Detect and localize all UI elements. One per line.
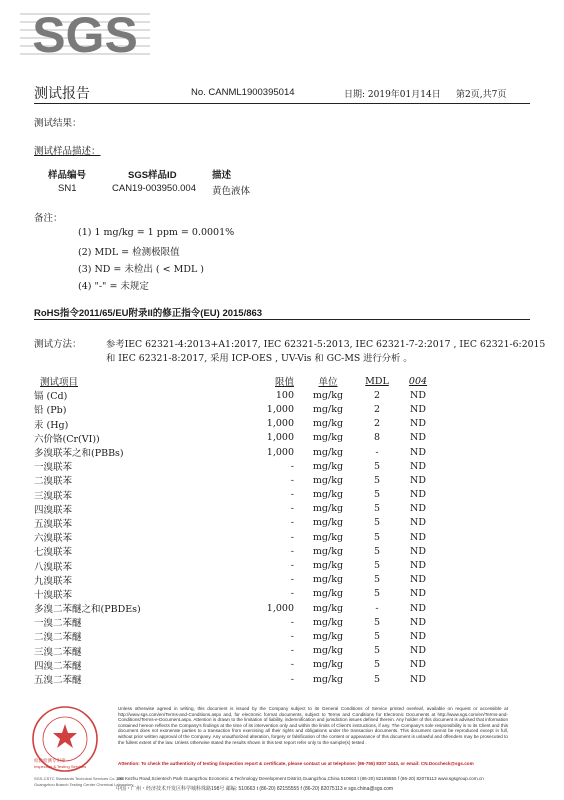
cell-unit: mg/kg bbox=[312, 489, 344, 501]
cell-result: ND bbox=[410, 517, 426, 529]
table-row bbox=[34, 488, 438, 502]
method-label: 测试方法： bbox=[34, 339, 82, 350]
cell-unit: mg/kg bbox=[312, 630, 344, 642]
cell-unit: mg/kg bbox=[312, 503, 344, 515]
cell-result: ND bbox=[410, 446, 426, 458]
cell-result: ND bbox=[410, 432, 426, 444]
cell-unit: mg/kg bbox=[312, 531, 344, 543]
cell-limit: 1,000 bbox=[266, 432, 294, 444]
cell-limit: - bbox=[290, 645, 294, 657]
cell-limit: - bbox=[290, 673, 294, 685]
cell-test-item: 汞 (Hg) bbox=[34, 419, 69, 431]
remark-item: (1) 1 mg/kg = 1 ppm = 0.0001% bbox=[78, 227, 235, 238]
cell-limit: - bbox=[290, 560, 294, 572]
remark-item: (4) "-" = 未规定 bbox=[78, 281, 149, 292]
sample-header-no: 样品编号 bbox=[48, 170, 87, 181]
cell-test-item: 四溴联苯 bbox=[34, 504, 73, 516]
remark-item: (3) ND = 未检出 ( < MDL ) bbox=[78, 264, 205, 275]
table-row bbox=[34, 417, 438, 431]
cell-mdl: 5 bbox=[373, 531, 381, 543]
cell-limit: 100 bbox=[275, 389, 294, 401]
cell-unit: mg/kg bbox=[312, 588, 344, 600]
address-en: 198 Kezhu Road,Scientech Park Guangzhou Economic & Technology Development District,Guangzhou,China 510663 t (86-20) 82155555 f (86-20) 82075113 www.sgsgroup.com.cn bbox=[116, 776, 484, 781]
table-row bbox=[34, 502, 438, 516]
cell-unit: mg/kg bbox=[312, 446, 344, 458]
cell-limit: - bbox=[290, 659, 294, 671]
cell-test-item: 一溴二苯醚 bbox=[34, 618, 82, 630]
table-row bbox=[34, 402, 438, 416]
cell-mdl: 5 bbox=[373, 574, 381, 586]
cell-mdl: 5 bbox=[373, 517, 381, 529]
cell-unit: mg/kg bbox=[312, 545, 344, 557]
cell-unit: mg/kg bbox=[312, 560, 344, 572]
table-row bbox=[34, 459, 438, 473]
cell-mdl: 5 bbox=[373, 616, 381, 628]
col-header-item: 测试项目 bbox=[40, 377, 79, 389]
cell-result: ND bbox=[410, 588, 426, 600]
cell-mdl: 5 bbox=[373, 503, 381, 515]
cell-unit: mg/kg bbox=[312, 673, 344, 685]
cell-result: ND bbox=[410, 630, 426, 642]
table-row bbox=[34, 516, 438, 530]
cell-result: ND bbox=[410, 531, 426, 543]
cell-limit: 1,000 bbox=[266, 418, 294, 430]
cell-limit: - bbox=[290, 460, 294, 472]
cell-test-item: 多溴二苯醚之和(PBDEs) bbox=[34, 604, 141, 616]
cell-limit: 1,000 bbox=[266, 602, 294, 614]
cell-test-item: 五溴联苯 bbox=[34, 518, 73, 530]
address-cn: 中国・广州・经济技术开发区科学城科珠路198号 邮编: 510663 t (86-20) 82155555 f (86-20) 82075113 e sgs.china@sgs.com bbox=[116, 786, 394, 792]
cell-test-item: 六溴联苯 bbox=[34, 533, 73, 545]
table-row bbox=[34, 629, 438, 643]
cell-test-item: 八溴联苯 bbox=[34, 561, 73, 573]
cell-limit: - bbox=[290, 616, 294, 628]
remark-item: (2) MDL = 检测极限值 bbox=[78, 247, 180, 258]
results-table bbox=[34, 374, 438, 686]
attention-text bbox=[118, 761, 508, 766]
report-date: 日期: 2019年01月14日 bbox=[344, 90, 441, 100]
sgs-logo bbox=[20, 6, 150, 60]
cell-mdl: 5 bbox=[373, 560, 381, 572]
table-row bbox=[34, 587, 438, 601]
cell-result: ND bbox=[410, 489, 426, 501]
table-row bbox=[34, 473, 438, 487]
cell-test-item: 三溴二苯醚 bbox=[34, 646, 82, 658]
cell-result: ND bbox=[410, 574, 426, 586]
cell-limit: - bbox=[290, 503, 294, 515]
cell-test-item: 九溴联苯 bbox=[34, 575, 73, 587]
cell-limit: - bbox=[290, 531, 294, 543]
cell-test-item: 二溴二苯醚 bbox=[34, 632, 82, 644]
table-row bbox=[34, 558, 438, 572]
cell-test-item: 铅 (Pb) bbox=[34, 405, 67, 417]
section-divider bbox=[34, 319, 530, 320]
cell-unit: mg/kg bbox=[312, 574, 344, 586]
sample-description-label: 测试样品描述： bbox=[34, 146, 101, 157]
cell-mdl: 5 bbox=[373, 489, 381, 501]
cell-unit: mg/kg bbox=[312, 418, 344, 430]
cell-unit: mg/kg bbox=[312, 432, 344, 444]
cell-unit: mg/kg bbox=[312, 645, 344, 657]
cell-test-item: 七溴联苯 bbox=[34, 547, 73, 559]
cell-mdl: 5 bbox=[373, 645, 381, 657]
cell-test-item: 三溴联苯 bbox=[34, 490, 73, 502]
col-header-limit: 限值 bbox=[274, 377, 294, 389]
section-title: RoHS指令2011/65/EU附录II的修正指令(EU) 2015/863 bbox=[34, 308, 263, 319]
col-header-sample: 004 bbox=[408, 375, 428, 387]
sample-no: SN1 bbox=[58, 183, 77, 194]
cell-result: ND bbox=[410, 403, 426, 415]
cell-result: ND bbox=[410, 474, 426, 486]
method-line-2: 和 IEC 62321-8:2017, 采用 ICP-OES , UV-Vis 和 GC-MS 进行分析 。 bbox=[106, 353, 413, 364]
cell-result: ND bbox=[410, 418, 426, 430]
cell-unit: mg/kg bbox=[312, 616, 344, 628]
cell-mdl: 5 bbox=[373, 673, 381, 685]
table-row bbox=[34, 388, 438, 402]
table-row bbox=[34, 658, 438, 672]
sample-desc: 黄色液体 bbox=[212, 186, 251, 197]
cell-test-item: 镉 (Cd) bbox=[34, 391, 68, 403]
stamp-text-2: Inspection & Testing Services bbox=[34, 764, 87, 769]
cell-test-item: 十溴联苯 bbox=[34, 589, 73, 601]
cell-test-item: 二溴联苯 bbox=[34, 476, 73, 488]
method-line-1: 参考IEC 62321-4:2013+A1:2017, IEC 62321-5:2013, IEC 62321-7-2:2017 , IEC 62321-6:2015 bbox=[106, 339, 546, 350]
attention-line: Attention: To check the authenticity of testing /inspection report & certificate, please contact us at telephone: (86-755) 8307 1443, or email: CN.Doccheck@sgs.com bbox=[118, 761, 474, 766]
cell-result: ND bbox=[410, 503, 426, 515]
cell-test-item: 多溴联苯之和(PBBs) bbox=[34, 448, 124, 460]
table-row bbox=[34, 615, 438, 629]
sample-header-desc: 描述 bbox=[212, 170, 232, 181]
cell-mdl: 5 bbox=[373, 630, 381, 642]
cell-unit: mg/kg bbox=[312, 474, 344, 486]
cell-result: ND bbox=[410, 389, 426, 401]
results-label: 测试结果： bbox=[34, 118, 82, 129]
cell-result: ND bbox=[410, 616, 426, 628]
cell-mdl: 5 bbox=[373, 474, 381, 486]
cell-mdl: 2 bbox=[373, 403, 381, 415]
cell-limit: 1,000 bbox=[266, 403, 294, 415]
cell-unit: mg/kg bbox=[312, 460, 344, 472]
stamp-text-1: 检验检测专用章 bbox=[34, 758, 66, 763]
cell-limit: - bbox=[290, 489, 294, 501]
table-row bbox=[34, 573, 438, 587]
cell-test-item: 一溴联苯 bbox=[34, 462, 73, 474]
lab-name-en: Guangzhou Branch Testing Center Chemical Laboratory bbox=[34, 782, 134, 787]
cell-mdl: 8 bbox=[373, 432, 381, 444]
cell-test-item: 五溴二苯醚 bbox=[34, 675, 82, 687]
header-divider bbox=[34, 103, 530, 104]
cell-unit: mg/kg bbox=[312, 517, 344, 529]
cell-test-item: 四溴二苯醚 bbox=[34, 660, 82, 672]
cell-mdl: - bbox=[375, 446, 379, 458]
sample-header-id: SGS样品ID bbox=[128, 170, 177, 181]
cell-limit: - bbox=[290, 474, 294, 486]
col-header-unit: 单位 bbox=[318, 377, 338, 389]
table-row bbox=[34, 530, 438, 544]
table-row bbox=[34, 644, 438, 658]
results-header-row bbox=[34, 374, 438, 388]
cell-limit: - bbox=[290, 630, 294, 642]
page-title: 测试报告 bbox=[34, 86, 90, 102]
cell-result: ND bbox=[410, 460, 426, 472]
cell-mdl: 5 bbox=[373, 460, 381, 472]
cell-limit: - bbox=[290, 574, 294, 586]
table-row bbox=[34, 601, 438, 615]
cell-mdl: 5 bbox=[373, 588, 381, 600]
disclaimer-text: Unless otherwise agreed in writing, this document is issued by the Company subject to its General Conditions of Service printed overleaf, available on request or accessible at http://www.sgs.com/en/Terms-and-Conditions.aspx and, for electronic format documents, subject to Terms and Conditions for Electronic Documents at http://www.sgs.com/en/Terms-and-Conditions/Terms-e-Document.aspx. Attention is drawn to the limitation of liability, indemnification and jurisdiction issues defined therein. Any holder of this document is advised that information contained hereon reflects the Company's findings at the time of its intervention only and within the limits of Client's instructions, if any. The Company's sole responsibility is to its Client and this document does not exonerate parties to a transaction from exercising all their rights and obligations under the transaction documents. This document cannot be reproduced except in full, without prior written approval of the Company. Any unauthorized alteration, forgery or falsification of the content or appearance of this document is unlawful and offenders may be prosecuted to the fullest extent of the law. Unless otherwise stated the results shown in this test report refer only to the sample(s) tested . bbox=[118, 706, 508, 745]
cell-mdl: 5 bbox=[373, 545, 381, 557]
table-row bbox=[34, 544, 438, 558]
cell-limit: - bbox=[290, 588, 294, 600]
logo-text: SGS bbox=[32, 7, 138, 60]
remarks-label: 备注： bbox=[34, 213, 63, 224]
sample-id: CAN19-003950.004 bbox=[112, 183, 196, 194]
table-row bbox=[34, 672, 438, 686]
page-number: 第2页,共7页 bbox=[456, 90, 507, 100]
cell-mdl: 2 bbox=[373, 389, 381, 401]
report-number: No. CANML1900395014 bbox=[191, 87, 295, 98]
cell-result: ND bbox=[410, 645, 426, 657]
cell-test-item: 六价铬(Cr(VI)) bbox=[34, 433, 100, 445]
cell-result: ND bbox=[410, 560, 426, 572]
cell-result: ND bbox=[410, 659, 426, 671]
cell-result: ND bbox=[410, 545, 426, 557]
cell-limit: - bbox=[290, 545, 294, 557]
cell-limit: - bbox=[290, 517, 294, 529]
table-row bbox=[34, 431, 438, 445]
cell-unit: mg/kg bbox=[312, 403, 344, 415]
cell-mdl: - bbox=[375, 602, 379, 614]
table-row bbox=[34, 445, 438, 459]
company-name-en: SGS-CSTC Standards Technical Services Co., Ltd. bbox=[34, 776, 125, 781]
cell-result: ND bbox=[410, 602, 426, 614]
cell-unit: mg/kg bbox=[312, 659, 344, 671]
cell-result: ND bbox=[410, 673, 426, 685]
cell-unit: mg/kg bbox=[312, 389, 344, 401]
col-header-mdl: MDL bbox=[365, 375, 389, 387]
cell-mdl: 5 bbox=[373, 659, 381, 671]
cell-limit: 1,000 bbox=[266, 446, 294, 458]
cell-unit: mg/kg bbox=[312, 602, 344, 614]
cell-mdl: 2 bbox=[373, 418, 381, 430]
